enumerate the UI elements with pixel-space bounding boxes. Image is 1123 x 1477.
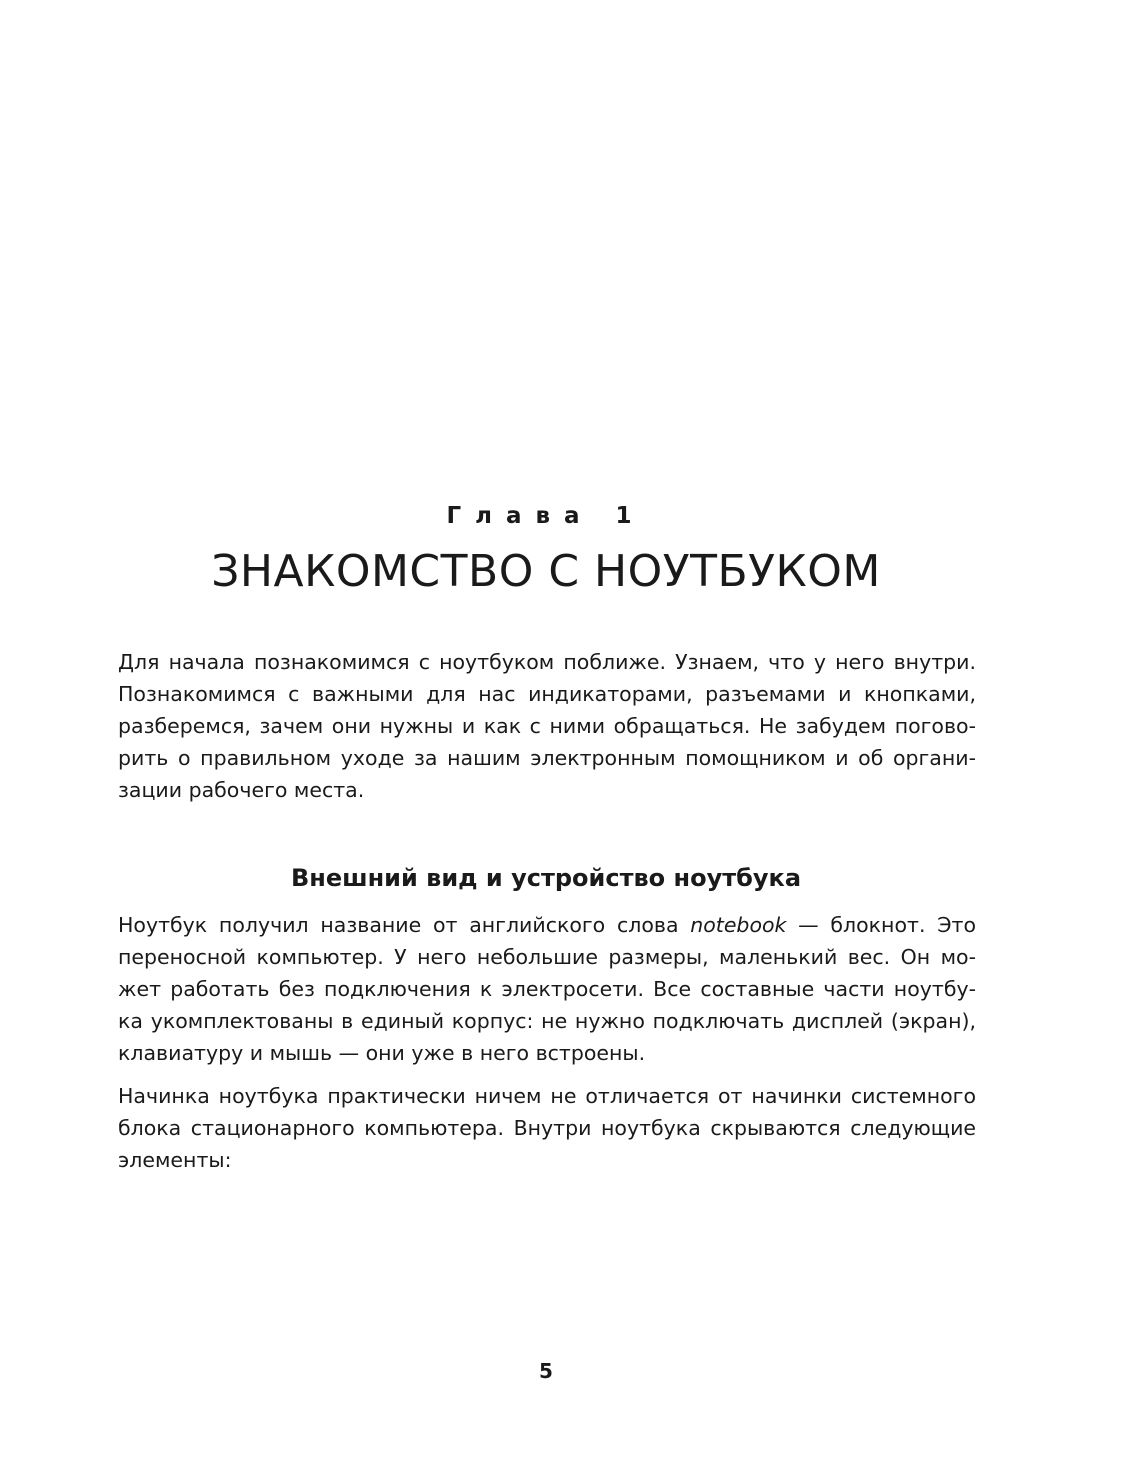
section-paragraph-1 (118, 909, 976, 1069)
italic-term: notebook (690, 913, 787, 937)
chapter-title: ЗНАКОМСТВО С НОУТБУКОМ (211, 546, 881, 597)
paragraph-line: блока стационарного компьютера. Внутри ноутбука скрываются следующие (118, 1116, 976, 1140)
paragraph-line: переносной компьютер. У него небольшие размеры, маленький вес. Он мо- (118, 945, 976, 969)
page-number: 5 (539, 1359, 553, 1383)
intro-line: зации рабочего места. (118, 778, 365, 802)
section-paragraph-2 (118, 1080, 976, 1176)
paragraph-line: элементы: (118, 1148, 232, 1172)
intro-line: Познакомимся с важными для нас индикаторами, разъемами и кнопками, (118, 682, 976, 706)
intro-line: разберемся, зачем они нужны и как с ними обращаться. Не забудем погово- (118, 714, 976, 738)
paragraph-line: клавиатуру и мышь — они уже в него встроены. (118, 1041, 646, 1065)
paragraph-line: ка укомплектованы в единый корпус: не нужно подключать дисплей (экран), (118, 1009, 976, 1033)
text-fragment: — блокнот. Это (786, 913, 977, 937)
paragraph-line: жет работать без подключения к электросети. Все составные части ноутбу- (118, 977, 976, 1001)
intro-line: Для начала познакомимся с ноутбуком поближе. Узнаем, что у него внутри. (118, 650, 976, 674)
text-fragment: Ноутбук получил название от английского слова (118, 913, 691, 937)
intro-line: рить о правильном уходе за нашим электронным помощником и об органи- (118, 746, 976, 770)
paragraph-line: Начинка ноутбука практически ничем не отличается от начинки системного (118, 1084, 976, 1108)
chapter-label: Глава 1 (446, 503, 646, 529)
intro-paragraph (118, 646, 976, 806)
paragraph-line (118, 909, 976, 941)
section-heading: Внешний вид и устройство ноутбука (290, 864, 802, 892)
